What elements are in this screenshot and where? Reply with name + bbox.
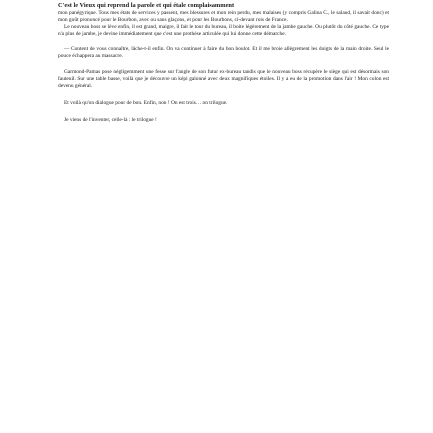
paragraph-trilogue: Je viens de l'inventer, celle-là : le trilogue ! bbox=[64, 116, 157, 123]
paragraph-content-de-vous: — Content de vous connaître, lâche-t-il enfin. On va continuer à faire du bon boulot. Et il me broie allègrement les doigts de la main droite. Seul le pouce échappera au massacre. bbox=[58, 45, 389, 60]
paragraph-new-boss: Le nouveau boss se lève enfin, il est grand, maigre, il fait le tour du bureau, il boite légèrement de la jambe gauche. Ou plutôt du côté gauche. Ce type n'a plus de jambe, je devine immédiatement que c'est une prothèse articulée qui lui donne cette démarche. bbox=[58, 23, 389, 37]
paragraph-garmond-pamas: Garmond-Pamas pose négligemment une fesse sur l'angle de son futur ex-bureau tandis que le nouveau boss récupère le siège qui est désormais son fauteuil. Sur une table basse, voilà que je découvre un képi galonné avec deux magnifiques étoiles. Il y a eu de la promotion dans l'air ! Mon colon est devenu général. bbox=[58, 69, 389, 90]
paragraph-panegyric: mon panégyrique. Tous mes états de services y passent, mes blessures et mon rein perdu, mes malaises (y compris Galina C., le salaud, il savait donc) et mon goût prononcé pour le Bourbon, avec ou sans glaçons, et pour les Bourbons, ci-devant rois de France. bbox=[58, 9, 389, 23]
paragraph-dialogue: Et voilà qu'on dialogue pour de bon. Enfin, non ! On est trois… on trilogue. bbox=[64, 100, 228, 107]
opening-line: C'est le Vieux qui reprend la parole et qui étale complaisamment bbox=[58, 2, 235, 9]
